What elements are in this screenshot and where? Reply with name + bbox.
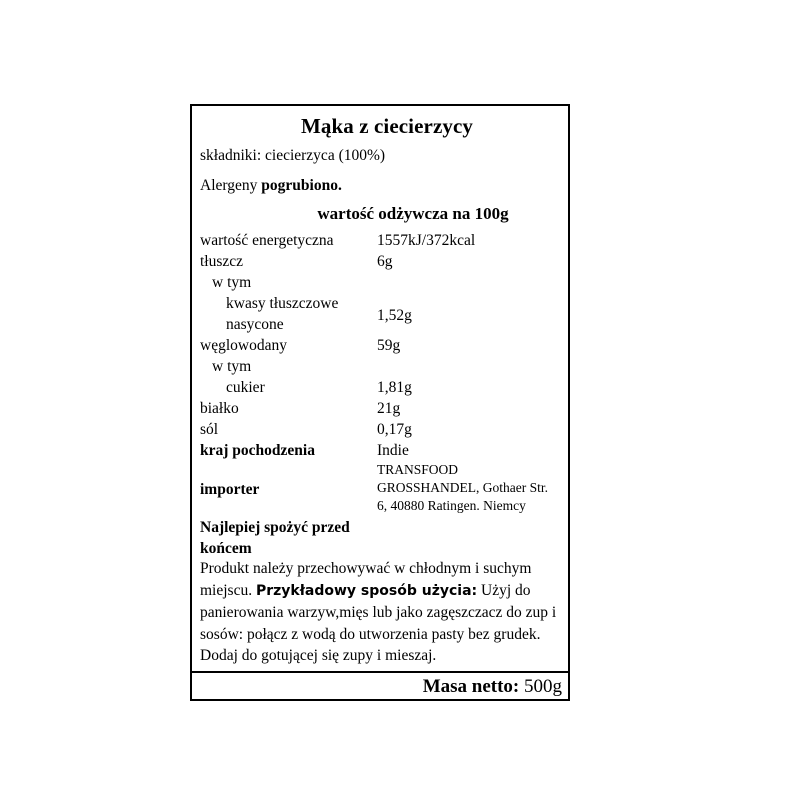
ingredients-line: składniki: ciecierzyca (100%) — [200, 147, 386, 164]
net-weight — [423, 675, 562, 699]
table-row — [192, 377, 568, 398]
table-cell-value: 1,81g — [377, 379, 412, 396]
table-cell-label: końcem — [200, 540, 252, 557]
table-row — [192, 497, 568, 515]
table-cell-value: 59g — [377, 337, 401, 354]
table-row — [192, 479, 568, 497]
table-row — [192, 419, 568, 440]
table-cell-label: nasycone — [226, 316, 284, 333]
table-row — [192, 335, 568, 356]
table-row — [192, 538, 568, 559]
net-weight-value: 500g — [519, 676, 562, 697]
table-cell-value: 21g — [377, 400, 401, 417]
table-cell-label: węglowodany — [200, 337, 287, 354]
table-cell-label: importer — [200, 481, 260, 498]
usage-text: Użyj do panierowania warzyw,mięs lub jako zagęszczacz do zup i sosów: połącz z wodą do utworzenia pasty bez grudek. Dodaj do gotującej się zupy i mieszaj. — [200, 581, 557, 664]
net-weight-label: Masa netto: — [422, 676, 520, 697]
table-cell-value: Indie — [377, 442, 409, 459]
table-cell-label: tłuszcz — [200, 253, 244, 270]
allergens-emphasis: pogrubiono. — [261, 177, 342, 194]
table-cell-value: TRANSFOOD — [377, 462, 459, 477]
table-cell-value: 1,52g — [377, 307, 412, 324]
nutrition-label-box — [190, 104, 570, 701]
table-cell-value: GROSSHANDEL, Gothaer Str. — [377, 480, 548, 495]
table-row — [192, 230, 568, 251]
table-cell-label: kwasy tłuszczowe — [226, 295, 339, 312]
table-cell-label: cukier — [226, 379, 265, 396]
storage-text: Produkt należy przechowywać w chłodnym i suchym miejscu. — [200, 560, 532, 599]
net-weight-row — [190, 671, 570, 701]
nutrition-label-body — [192, 106, 568, 699]
table-row — [192, 356, 568, 377]
allergens-line — [200, 176, 342, 195]
table-cell-label: sól — [200, 421, 219, 438]
table-cell-label: białko — [200, 400, 239, 417]
table-cell-value: 6, 40880 Ratingen. Niemcy — [377, 498, 526, 513]
table-cell-value: 1557kJ/372kcal — [377, 232, 476, 249]
table-row — [192, 461, 568, 479]
table-cell-label: kraj pochodzenia — [200, 442, 315, 459]
page-title: Mąka z ciecierzycy — [300, 114, 474, 138]
table-row — [192, 251, 568, 272]
table-row — [192, 517, 568, 538]
allergens-text: Alergeny — [200, 177, 262, 194]
table-row — [192, 440, 568, 461]
table-cell-value: 0,17g — [377, 421, 412, 438]
usage-heading: Przykładowy sposób użycia: — [255, 582, 478, 599]
usage-paragraph — [200, 558, 558, 667]
table-cell-label: wartość energetyczna — [200, 232, 334, 249]
table-row — [192, 398, 568, 419]
table-cell-value: 6g — [377, 253, 393, 270]
table-row — [192, 272, 568, 293]
nutrition-heading: wartość odżywcza na 100g — [317, 204, 509, 223]
table-cell-label: w tym — [212, 358, 252, 375]
table-cell-label: w tym — [212, 274, 252, 291]
table-cell-label: Najlepiej spożyć przed — [200, 519, 350, 536]
table-row — [192, 307, 568, 335]
